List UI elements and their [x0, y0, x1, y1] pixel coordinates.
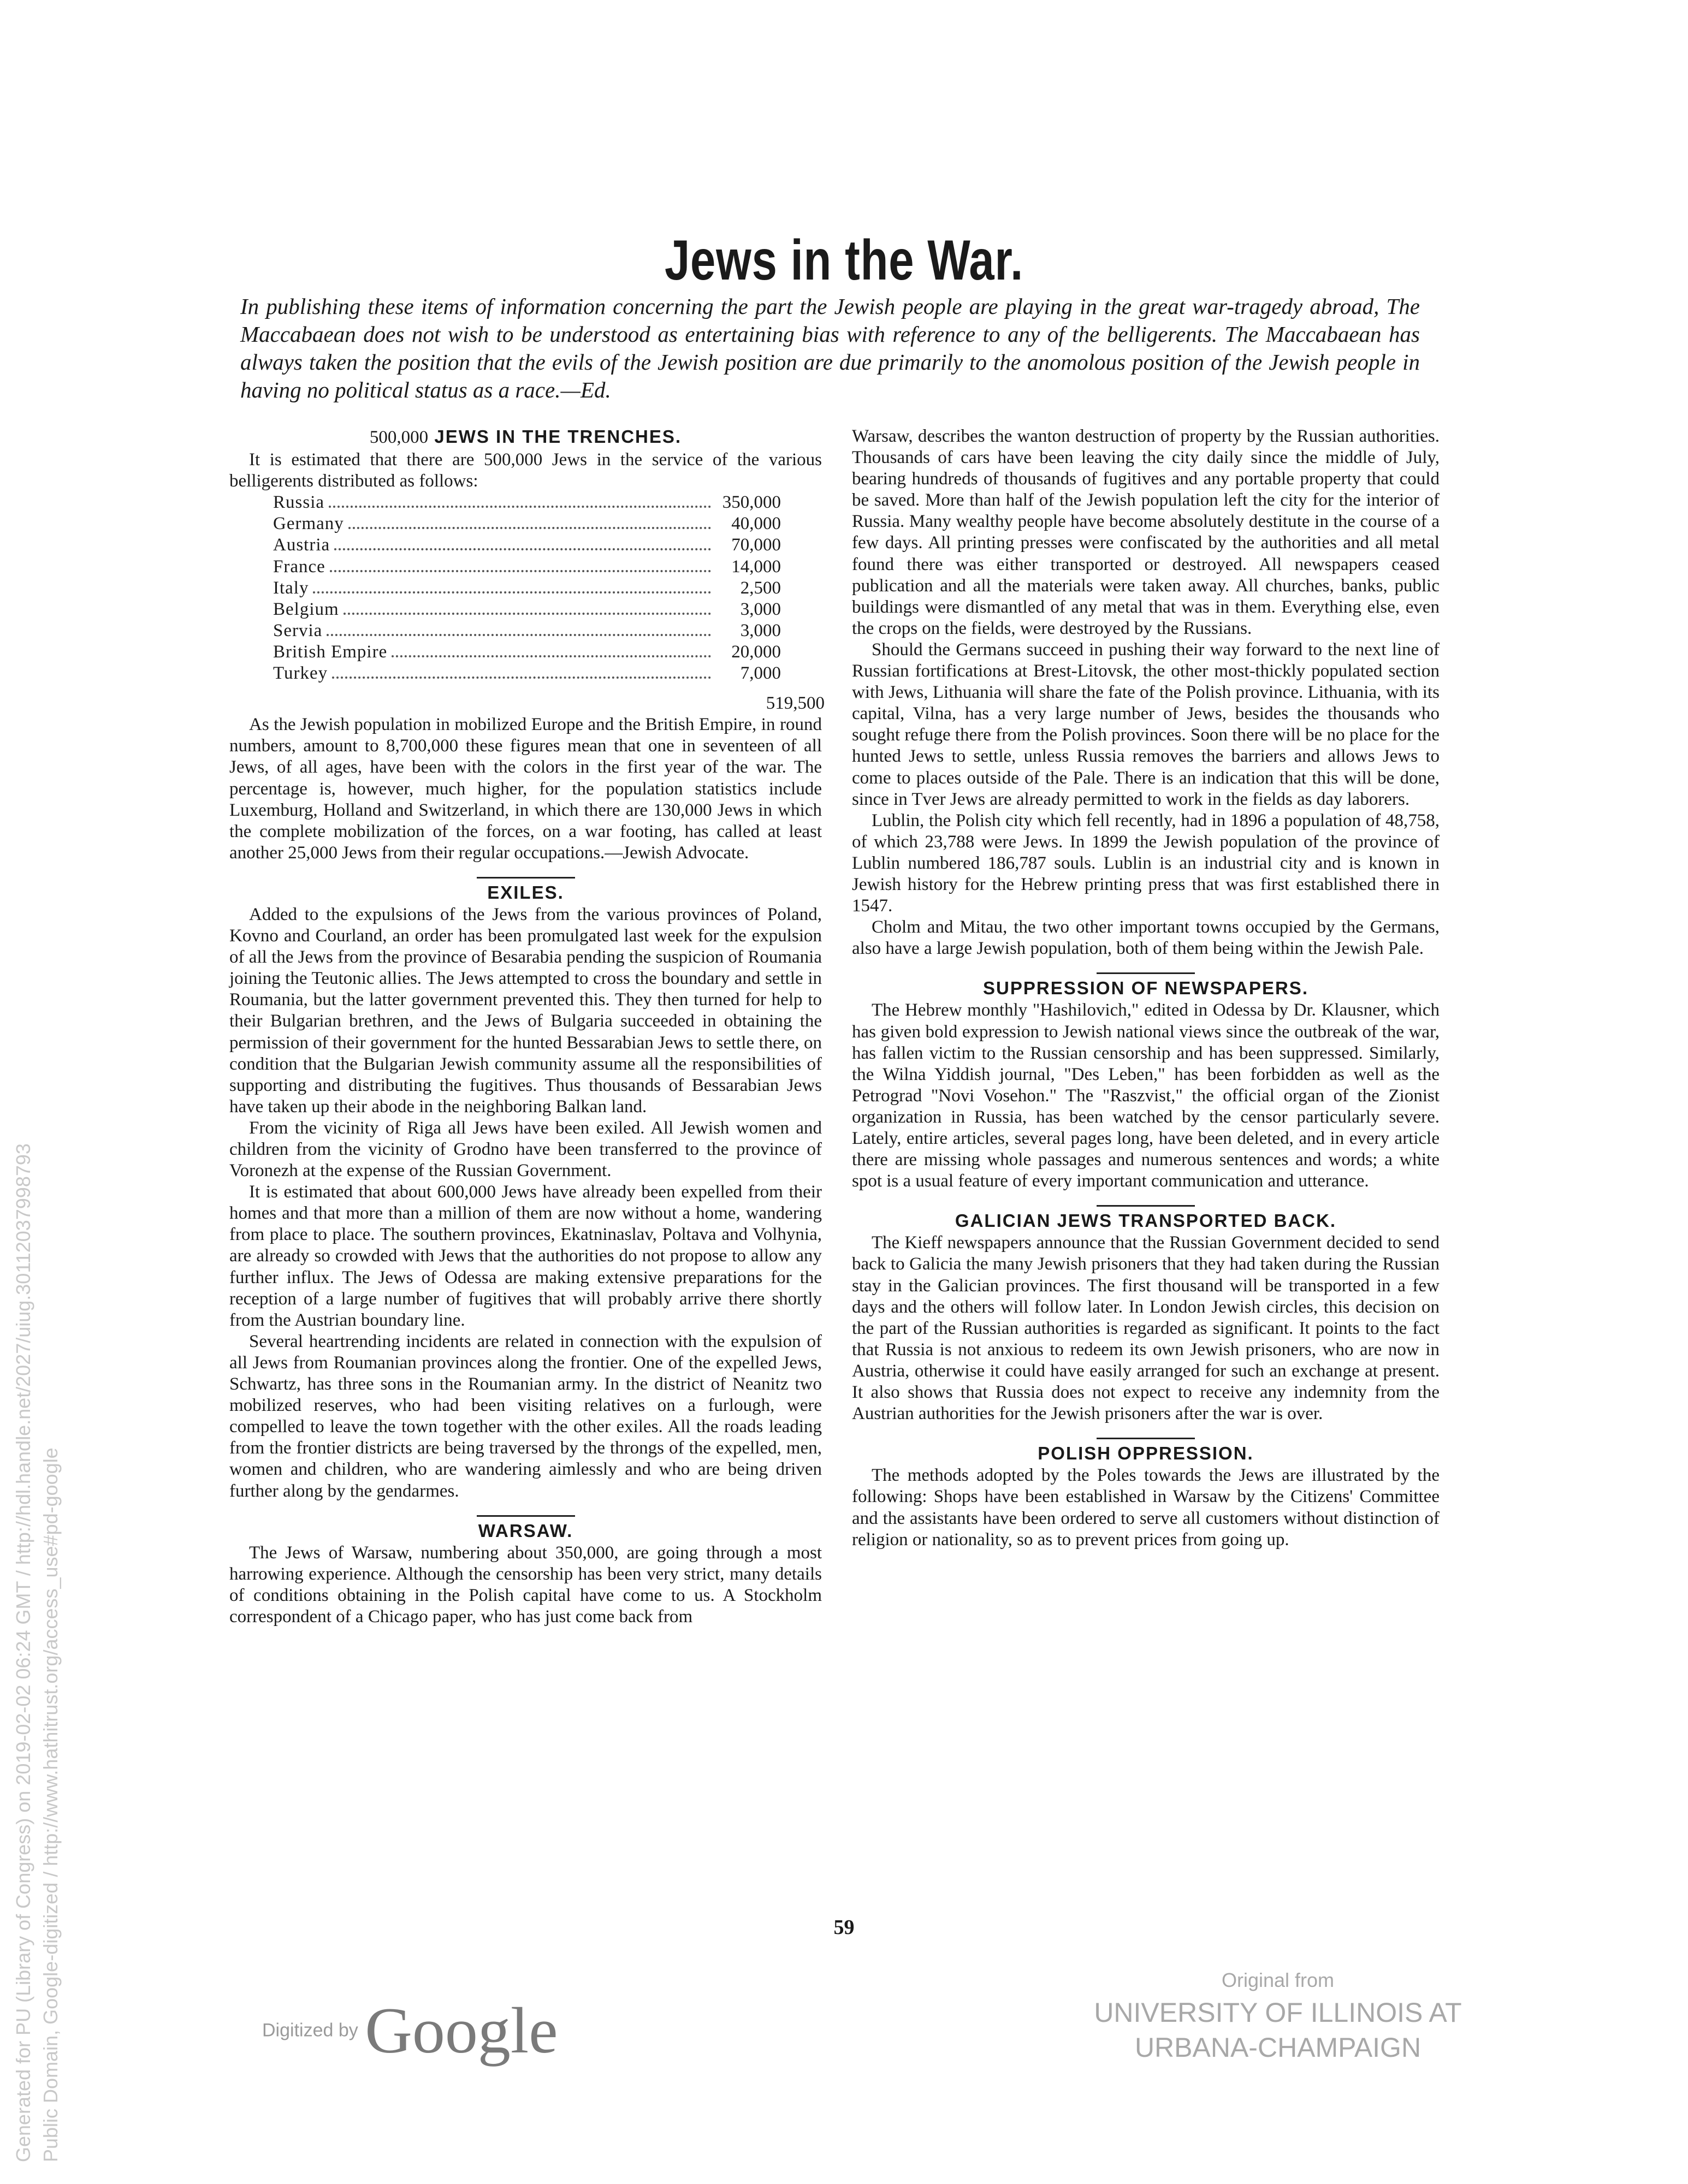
galician-heading: GALICIAN JEWS TRANSPORTED BACK.	[955, 1210, 1337, 1231]
country-name: France	[273, 556, 325, 577]
google-watermark	[262, 1993, 558, 2068]
trenches-heading	[229, 426, 822, 448]
page-title: Jews in the War.	[664, 229, 1024, 292]
country-name: Russia	[273, 492, 325, 513]
warsaw-paragraph-continued: Warsaw, describes the wanton destruction of property by the Russian authorities. Thousands of cars have been leaving the city daily since the middle of July, bearing hundreds of thousands of fugitives and any portable property that could be saved. More than half of the Jewish population left the city for the interior of Russia. Many wealthy people have become absolutely destitute in the course of a few days. All printing presses were confiscated by the authorities and all metal found there was either transported or destroyed. All newspapers ceased publication and all the materials were taken away. All churches, banks, public buildings were dismantled of any metal that was in them. Everything else, even the crops on the fields, were destroyed by the Russians.	[852, 426, 1440, 638]
dot-leader	[392, 655, 711, 657]
country-name: Turkey	[273, 663, 328, 684]
exiles-paragraph: From the vicinity of Riga all Jews have been exiled. All Jewish women and children from the vicinity of Grodno have been transferred to the province of Voronezh at the expense of the Russian Government.	[229, 1118, 822, 1181]
table-row	[273, 599, 781, 620]
dot-leader	[334, 548, 711, 550]
exiles-paragraph: It is estimated that about 600,000 Jews have already been expelled from their homes and that more than a million of them are now without a home, wandering from place to place. The southern provinces, Ekatninaslav, Poltava and Volhynia, are already so crowded with Jews that the authorities do not propose to allow any further influx. The Jews of Odessa are making extensive preparations for the reception of a large number of fugitives that will probably arrive there shortly from the Austrian boundary line.	[229, 1182, 822, 1330]
trenches-body: As the Jewish population in mobilized Europe and the British Empire, in round numbers, amount to 8,700,000 these figures mean that one in seventeen of all Jews, of all ages, have been with the colors in the first year of the war. The percentage is, however, much higher, for the population statistics include Luxemburg, Holland and Switzerland, in which there are 130,000 Jews in which the complete mobilization of the forces, on a war footing, has called at least another 25,000 Jews from their regular occupations.—Jewish Advocate.	[229, 715, 822, 863]
table-row	[273, 556, 781, 578]
table-row	[273, 642, 781, 663]
table-row	[273, 492, 781, 513]
warsaw-paragraph: Cholm and Mitau, the two other important towns occupied by the Germans, also have a large Jewish population, both of them being within the Jewish Pale.	[852, 917, 1440, 959]
trenches-intro: It is estimated that there are 500,000 Jews in the service of the various belligerents distributed as follows:	[229, 450, 822, 491]
table-row	[273, 663, 781, 684]
country-name: Italy	[273, 578, 309, 598]
dot-leader	[329, 506, 711, 508]
warsaw-paragraph: The Jews of Warsaw, numbering about 350,000, are going through a most harrowing experience. Although the censorship has been very strict, many details of conditions obtaining in the Polish capital have come to us. A Stockholm correspondent of a Chicago paper, who has just come back from	[229, 1542, 822, 1627]
polish-heading: POLISH OPPRESSION.	[1038, 1443, 1254, 1464]
jew-count: 350,000	[722, 492, 781, 513]
table-row	[273, 535, 781, 556]
jew-count: 40,000	[731, 514, 781, 534]
section-rule	[477, 1515, 575, 1517]
dot-leader	[330, 570, 711, 572]
original-from-label: Original from	[1221, 1969, 1335, 1991]
trenches-heading-number: 500,000	[369, 428, 429, 447]
country-name: Servia	[273, 620, 323, 640]
country-name: Belgium	[273, 599, 339, 619]
country-name: Germany	[273, 514, 344, 534]
exiles-paragraph: Added to the expulsions of the Jews from the various provinces of Poland, Kovno and Courland, an order has been promulgated last week for the expulsion of all the Jews from the province of Besarabia pending the suspicion of Roumania joining the Teutonic allies. The Jews attempted to cross the boundary and settle in Roumania, but the latter government prevented this. They then turned for help to their Bulgarian brethren, and the Jews of Bulgaria succeeded in obtaining the permission of their government for the hunted Bessarabian Jews to settle there, on condition that the Bulgarian Jewish community assume all the responsibilities of supporting and distributing the fugitives. Thus thousands of Bessarabian Jews have taken up their abode in the neighboring Balkan land.	[229, 904, 822, 1117]
jew-count: 3,000	[740, 599, 781, 619]
warsaw-paragraph: Should the Germans succeed in pushing their way forward to the next line of Russian fortifications at Brest-Litovsk, the other most-thickly populated section with Jews, Lithuania will share the fate of the Polish province. Lithuania, with its capital, Vilna, has a very large number of Jews, besides the thousands who sought refuge there from the Polish provinces. Soon there will be no place for the hunted Jews to settle, unless Russia removes the barriers and allows Jews to come to places outside of the Pale. There is an indication that this will be done, since in Tver Jews are already permitted to work in the fields as day laborers.	[852, 639, 1440, 809]
google-logo: Google	[365, 1994, 558, 2067]
table-total: 519,500	[766, 693, 825, 714]
table-row	[273, 620, 781, 642]
country-name: Austria	[273, 535, 330, 555]
dot-leader	[313, 591, 711, 594]
jew-count: 20,000	[731, 642, 781, 662]
original-from-watermark	[1038, 1966, 1518, 2065]
side-watermark-line-2: Public Domain, Google-digitized / http://www.hathitrust.org/access_use#pd-google	[39, 1447, 62, 2162]
editor-note: In publishing these items of information concerning the part the Jewish people are playing in the great war-tragedy abroad, The Maccabaean does not wish to be understood as entertaining bias with reference to any of the belligerents. The Maccabaean has always taken the position that the evils of the Jewish position are due primarily to the anomolous position of the Jewish people in having no political status as a race.—Ed.	[240, 294, 1420, 402]
digitized-by-label: Digitized by	[262, 2020, 358, 2041]
section-rule	[477, 877, 575, 879]
exiles-heading: EXILES.	[487, 882, 564, 903]
jew-count: 14,000	[731, 556, 781, 577]
table-row	[273, 513, 781, 535]
jew-count: 2,500	[740, 578, 781, 598]
section-rule	[1097, 1205, 1195, 1207]
right-column	[852, 426, 1440, 1551]
table-row	[273, 578, 781, 599]
polish-paragraph: The methods adopted by the Poles towards the Jews are illustrated by the following: Shops have been established in Warsaw by the Citizens' Committee and the assistants have been ordered to serve all customers without distinction of religion or nationality, so as to prevent prices from going up.	[852, 1465, 1440, 1550]
galician-paragraph: The Kieff newspapers announce that the Russian Government decided to send back to Galicia the many Jewish prisoners that they had taken during the Russian stay in the Galician provinces. The first thousand will be transported in a few days and the others will follow later. In London Jewish circles, this decision on the part of the Russian authorities is regarded as significant. It points to the fact that Russia is not anxious to redeem its own Jewish prisoners, who are now in Austria, otherwise it could have easily arranged for such an exchange at present. It also shows that Russia does not expect to receive any indemnity from the Austrian authorities for the Jewish prisoners after the war is over.	[852, 1233, 1440, 1424]
jew-count: 7,000	[740, 663, 781, 684]
section-rule	[1097, 1438, 1195, 1439]
dot-leader	[332, 676, 711, 679]
side-watermark	[10, 579, 64, 2162]
university-line-1: UNIVERSITY OF ILLINOIS AT	[1094, 1997, 1462, 2028]
country-name: British Empire	[273, 642, 388, 662]
suppression-heading: SUPPRESSION OF NEWSPAPERS.	[983, 978, 1308, 999]
section-rule	[1097, 972, 1195, 974]
suppression-paragraph: The Hebrew monthly "Hashilovich," edited in Odessa by Dr. Klausner, which has given bold expression to Jewish national views since the outbreak of the war, has fallen victim to the Russian censorship and has been suppressed. Similarly, the Wilna Yiddish journal, "Des Leben," has been forbidden as well as the Petrograd "Novi Vosehon." The "Raszvist," the official organ of the Zionist organization in Russia, has been watched by the censor particularly severe. Lately, entire articles, several pages long, have been deleted, and in every article there are missing whole passages and numerous sentences and words; a white spot is a usual feature of every important communication and utterance.	[852, 1000, 1440, 1191]
jew-count: 70,000	[731, 535, 781, 555]
dot-leader	[343, 613, 711, 615]
trenches-table	[273, 492, 825, 714]
university-line-2: URBANA-CHAMPAIGN	[1134, 2032, 1422, 2063]
dot-leader	[348, 527, 711, 529]
jew-count: 3,000	[740, 620, 781, 640]
warsaw-paragraph: Lublin, the Polish city which fell recently, had in 1896 a population of 48,758, of which 23,788 were Jews. In 1899 the Jewish population of the province of Lublin numbered 186,787 souls. Lublin is an industrial city and is known in Jewish history for the Hebrew printing press that was first established there in 1547.	[852, 810, 1440, 916]
dot-leader	[327, 634, 711, 636]
left-column	[229, 426, 825, 1628]
exiles-paragraph: Several heartrending incidents are related in connection with the expulsion of all Jews from Roumanian provinces along the frontier. One of the expelled Jews, Schwartz, has three sons in the Roumanian army. In the district of Neanitz two mobilized reserves, who had been visiting relatives on a furlough, were compelled to leave the town together with the other exiles. All the roads leading from the frontier districts are being traversed by the throngs of the expelled, men, women and children, who are wandering aimlessly and who are being driven further along by the gendarmes.	[229, 1331, 822, 1501]
side-watermark-line-1: Generated for PU (Library of Congress) on 2019-02-02 06:24 GMT / http://hdl.handle.net/2027/uiug.30112037998793	[12, 1143, 34, 2162]
warsaw-heading: WARSAW.	[478, 1520, 573, 1541]
page-number: 59	[833, 1916, 855, 1939]
trenches-heading-text: JEWS IN THE TRENCHES.	[434, 426, 682, 447]
